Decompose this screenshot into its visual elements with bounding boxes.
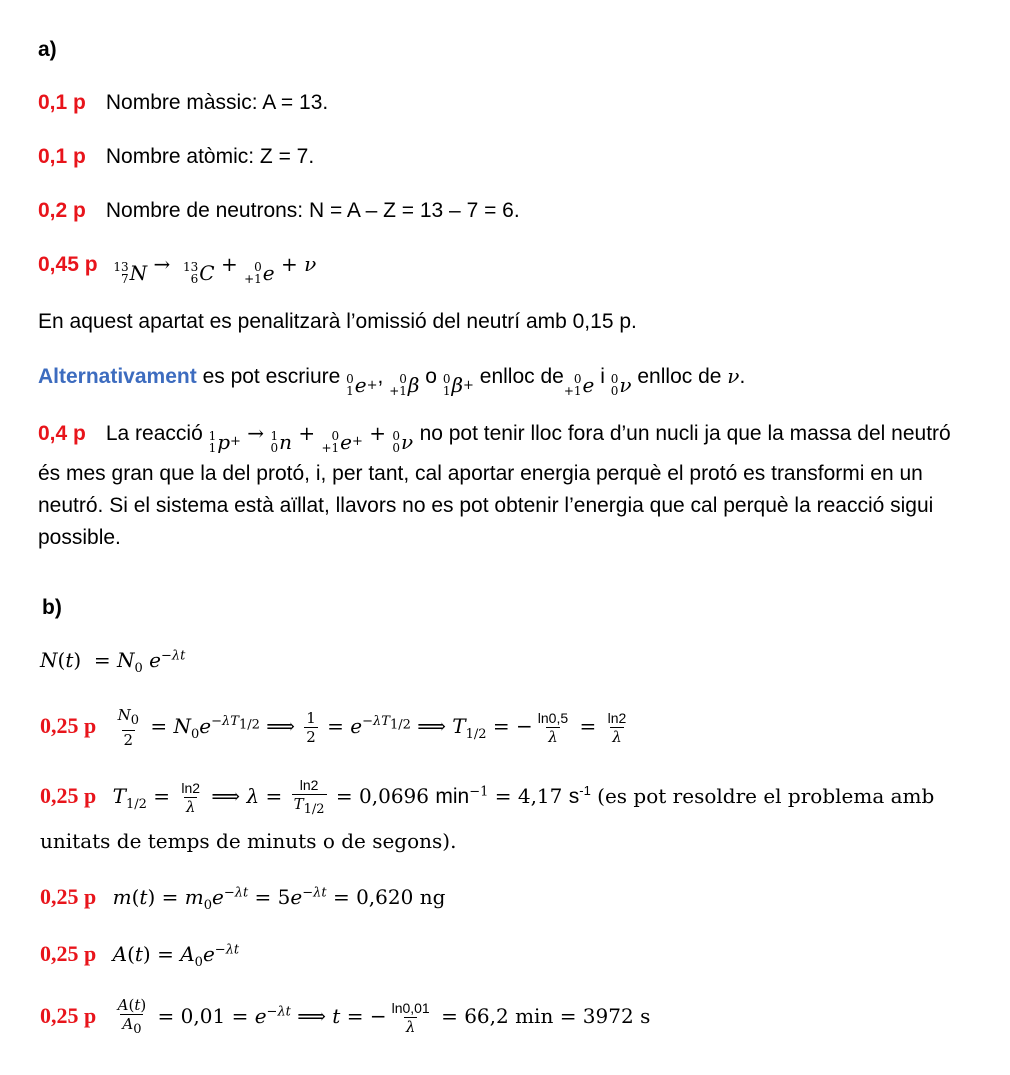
- time-line: [40, 996, 650, 1039]
- mass-equation: $m(t) = m_0e^{-\lambda t} = 5e^{-\lambda t} = 0,620$ ng: [112, 885, 446, 913]
- decay-constant-note-cont: unitats de temps de minuts o de segons).: [40, 829, 457, 853]
- points-time: 0,25 p: [40, 1003, 97, 1028]
- alternative-label: Alternativament: [38, 365, 197, 388]
- points-decay-constant: 0,25 p: [40, 783, 97, 808]
- section-b-heading: b): [42, 596, 62, 619]
- atomic-number-line: [38, 145, 314, 169]
- points-neutrons: 0,2 p: [38, 199, 86, 222]
- half-life-equation: $\frac{N_0}{2}$ = $N_0e^{-\lambda T_{1/2}}$ ⟹ $\frac{1}{2}$ = $e^{-\lambda T_{1/2}}$ ⟹ $T_{1/2}$ = − $\frac{\ln 0,5}{\lambda}$ = $\frac{\ln 2}{\lambda}$: [117, 706, 627, 749]
- alternative-line: [38, 364, 745, 397]
- atomic-number-text: Nombre atòmic: Z = 7.: [105, 145, 315, 168]
- points-activity: 0,25 p: [40, 941, 97, 966]
- points-reaction: 0,45 p: [38, 253, 98, 276]
- decay-constant-note: (es pot resoldre el problema amb: [597, 784, 935, 808]
- reaction-equation: 13 7 N → 13 6 C + 0 +1 e + ν: [113, 252, 317, 286]
- penalty-note: En aquest apartat es penalitzarà l’omissió del neutrí amb 0,15 p.: [38, 310, 637, 333]
- proton-reaction-intro: La reacció: [105, 422, 203, 445]
- activity-equation: $A(t) = A_0e^{-\lambda t}$: [112, 942, 240, 970]
- mass-line: [40, 884, 445, 913]
- activity-line: [40, 941, 239, 970]
- neutrons-line: [38, 199, 520, 223]
- decay-constant-equation: $T_{1/2}$ = $\frac{\ln 2}{\lambda}$ ⟹ λ = $\frac{\ln 2}{T_{1/2}}$ = 0,0696 $\min^{-1} = 4,17$ $s^{-1}$: [112, 777, 591, 817]
- proton-reaction-explanation: no pot tenir lloc fora d’un nucli ja que la massa del neutró és mes gran que la del protó, i, per tant, cal aportar energia perquè el protó es transformi en un neutró. Si el sistema està aïllat, llavors no es pot obtenir l’energia que cal perquè la reacció sigui possible.: [38, 422, 951, 549]
- mass-number-text: Nombre màssic: A = 13.: [105, 91, 329, 114]
- decay-law: $N(t) = N_0$ $e^{-\lambda t}$: [40, 648, 186, 676]
- points-mass-number: 0,1 p: [38, 91, 86, 114]
- decay-constant-line: [40, 776, 934, 819]
- time-equation: $\frac{A(t)}{A_0}$ = $0,01 = e^{-\lambda t}$ ⟹ t = − $\frac{\ln 0,01}{\lambda}$ = 66,2 min = 3972 s: [117, 996, 651, 1037]
- alternative-text: es pot escriure 0 1 e + , 0 +1 β o 0 1 β + enlloc de 0 +1 e i 0 0 ν enlloc de ν.: [202, 364, 746, 398]
- points-half-life: 0,25 p: [40, 713, 97, 738]
- neutrons-text: Nombre de neutrons: N = A – Z = 13 – 7 = 6.: [105, 199, 520, 222]
- points-atomic-number: 0,1 p: [38, 145, 86, 168]
- proton-reaction-paragraph: [38, 417, 978, 554]
- half-life-line: [40, 706, 631, 749]
- proton-reaction-equation: 1 1 p + → 1 0 n + 0 +1 e + + 0 0 ν: [208, 421, 414, 455]
- points-proton-reaction: 0,4 p: [38, 422, 86, 445]
- section-a-heading: a): [38, 38, 57, 61]
- reaction-line: [38, 252, 316, 285]
- points-mass: 0,25 p: [40, 884, 97, 909]
- mass-number-line: [38, 91, 328, 115]
